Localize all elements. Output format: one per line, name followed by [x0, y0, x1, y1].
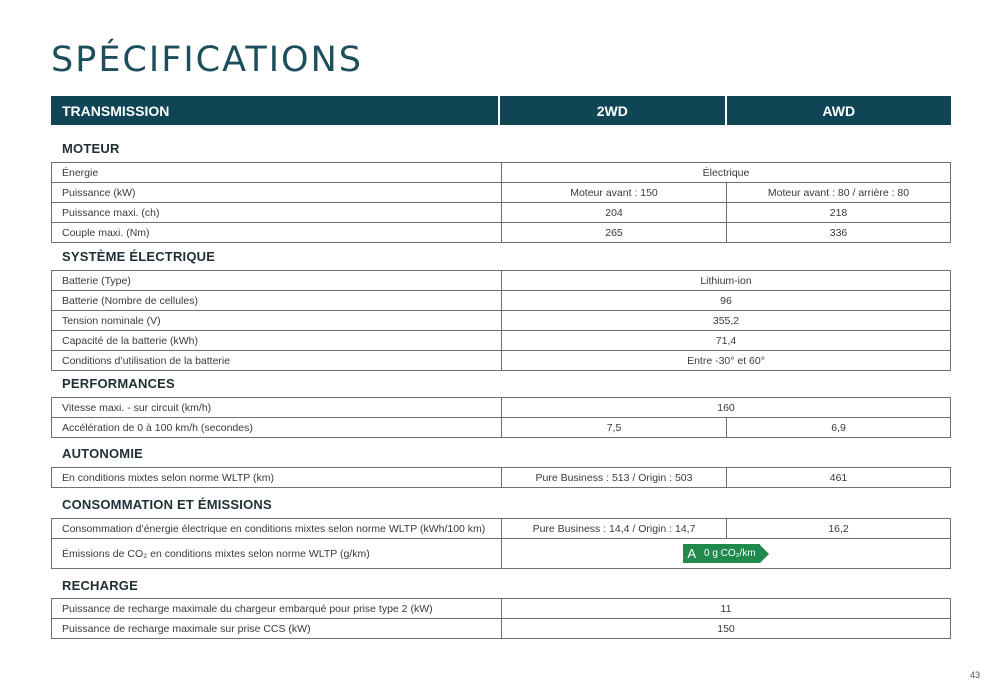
table-row: [52, 619, 950, 638]
row-label: Couple maxi. (Nm): [52, 223, 502, 242]
co2-emission-value: 0 g CO₂/km: [704, 548, 756, 559]
row-value: Entre -30° et 60°: [687, 354, 765, 367]
row-value-2wd: Pure Business : 14,4 / Origin : 14,7: [502, 519, 727, 538]
table-row: [52, 519, 950, 539]
table-recharge: [51, 598, 951, 639]
row-value-awd: 461: [829, 471, 848, 484]
table-row: [52, 223, 950, 242]
table-row: [52, 203, 950, 223]
row-value: [502, 539, 950, 568]
row-label: Consommation d’énergie électrique en conditions mixtes selon norme WLTP (kWh/100 km): [52, 519, 502, 538]
table-row: [52, 271, 950, 291]
row-value-awd: 218: [829, 206, 848, 219]
section-title-moteur: MOTEUR: [62, 141, 120, 156]
table-moteur: [51, 162, 951, 243]
table-row: [52, 468, 950, 487]
row-value: 160: [717, 401, 735, 414]
row-value-awd: Moteur avant : 80 / arrière : 80: [767, 186, 910, 199]
table-row: [52, 599, 950, 619]
badge-arrow-icon: [760, 545, 769, 563]
row-value-awd: 16,2: [828, 522, 849, 535]
row-label: Batterie (Nombre de cellules): [52, 291, 502, 310]
row-label: Conditions d’utilisation de la batterie: [52, 351, 502, 370]
section-title-systeme-electrique: SYSTÈME ÉLECTRIQUE: [62, 249, 216, 264]
header-awd: AWD: [822, 102, 856, 119]
table-row: [52, 351, 950, 370]
table-consommation: [51, 518, 951, 569]
row-value-2wd: 204: [502, 203, 727, 222]
row-value-2wd: Pure Business : 513 / Origin : 503: [502, 468, 727, 487]
header-2wd: 2WD: [500, 96, 727, 125]
table-performances: [51, 397, 951, 438]
table-autonomie: [51, 467, 951, 488]
section-title-autonomie: AUTONOMIE: [62, 446, 144, 461]
row-value-awd: 336: [829, 226, 848, 239]
header-transmission: TRANSMISSION: [51, 96, 500, 125]
row-label: Vitesse maxi. - sur circuit (km/h): [52, 398, 502, 417]
section-title-consommation: CONSOMMATION ET ÉMISSIONS: [62, 497, 272, 512]
energy-class-badge: [683, 544, 768, 563]
energy-class-letter: A: [687, 546, 696, 561]
energy-class-badge-body: [683, 544, 759, 563]
table-systeme-electrique: [51, 270, 951, 371]
row-value-2wd: Moteur avant : 150: [502, 183, 727, 202]
row-value: 96: [720, 294, 732, 307]
table-header: [51, 96, 951, 125]
table-row: [52, 418, 950, 437]
row-label: Puissance de recharge maximale sur prise CCS (kW): [52, 619, 502, 638]
row-value-2wd: 265: [502, 223, 727, 242]
table-row: [52, 183, 950, 203]
row-label: Émissions de CO₂ en conditions mixtes selon norme WLTP (g/km): [52, 539, 502, 568]
row-label: Énergie: [52, 163, 502, 182]
table-row: [52, 311, 950, 331]
table-row: [52, 539, 950, 568]
table-row: [52, 398, 950, 418]
row-value: 355,2: [712, 314, 740, 327]
row-label: Accélération de 0 à 100 km/h (secondes): [52, 418, 502, 437]
row-value: Électrique: [702, 166, 750, 179]
table-row: [52, 163, 950, 183]
page-number: 43: [969, 670, 980, 680]
page-title: SPÉCIFICATIONS: [51, 40, 363, 80]
row-label: Capacité de la batterie (kWh): [52, 331, 502, 350]
row-value-awd: 6,9: [831, 421, 846, 434]
row-label: Puissance (kW): [52, 183, 502, 202]
section-title-performances: PERFORMANCES: [62, 376, 175, 391]
row-label: Puissance de recharge maximale du chargeur embarqué pour prise type 2 (kW): [52, 599, 502, 618]
row-label: Batterie (Type): [52, 271, 502, 290]
row-label: Tension nominale (V): [52, 311, 502, 330]
row-value: 11: [720, 602, 732, 615]
table-row: [52, 331, 950, 351]
row-value: Lithium-ion: [700, 274, 752, 287]
table-row: [52, 291, 950, 311]
section-title-recharge: RECHARGE: [62, 578, 138, 593]
row-value: 150: [717, 622, 735, 635]
row-label: Puissance maxi. (ch): [52, 203, 502, 222]
row-label: En conditions mixtes selon norme WLTP (km): [52, 468, 502, 487]
row-value: 71,4: [715, 334, 737, 347]
row-value-2wd: 7,5: [502, 418, 727, 437]
